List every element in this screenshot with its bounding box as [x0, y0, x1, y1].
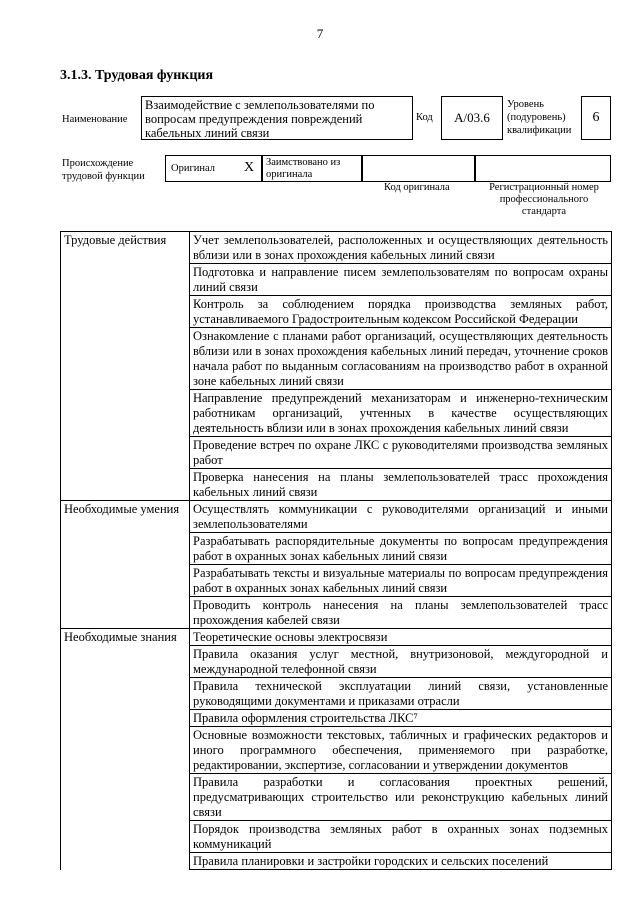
table-row: [61, 629, 612, 646]
reg-number-caption-line-2: профессионального: [499, 194, 589, 205]
table-cell: Осуществлять коммуникации с руководителями организаций и иными землепользователями: [190, 501, 612, 533]
table-cell: Проведение встреч по охране ЛКС с руководителями производства земляных работ: [190, 437, 612, 469]
page-number: 7: [316, 26, 324, 41]
table-row: [61, 501, 612, 533]
origin-label-line-2: трудовой функции: [62, 171, 145, 182]
table-cell: Учет землепользователей, расположенных и осуществляющих деятельность вблизи или в зонах прохождения кабельных линий связи: [190, 232, 612, 264]
origin-label-line-1: Происхождение: [62, 158, 134, 169]
table-cell: Правила оказания услуг местной, внутризоновой, междугородной и международной телефонной связи: [190, 646, 612, 678]
table-cell: Разрабатывать распорядительные документы по вопросам предупреждения работ в охранных зонах кабельных линий связи: [190, 533, 612, 565]
name-label: Наименование: [62, 114, 128, 125]
borrowed-cell: [262, 155, 362, 182]
original-code-cell: [362, 155, 475, 182]
reg-number-caption-line-1: Регистрационный номер: [489, 182, 599, 193]
borrowed-label-line-2: оригинала: [266, 169, 313, 180]
section-title: 3.1.3. Трудовая функция: [60, 68, 214, 83]
table-cell: Подготовка и направление писем землепользователям по вопросам охраны линий связи: [190, 264, 612, 296]
table-cell: Направление предупреждений механизаторам и инженерно-техническим работникам организаций, учтенных в качестве осуществляющих деятельность вблизи или в зонах прохождения кабельных линий связи: [190, 390, 612, 437]
table-cell: Правила технической эксплуатации линий связи, установленные руководящими документами и приказами отрасли: [190, 678, 612, 710]
table-cell: Основные возможности текстовых, табличных и графических редакторов и иного программного обеспечения, применяемого при разработке, редактировании, экспертизе, согласовании и утверждении документов: [190, 727, 612, 774]
table-cell: Правила разработки и согласования проектных решений, предусматривающих строительство или реконструкцию кабельных линий связи: [190, 774, 612, 821]
section-label-skills: Необходимые умения: [61, 501, 190, 629]
code-original-caption: Код оригинала: [384, 182, 450, 193]
origin-label: [62, 157, 145, 183]
original-mark: X: [244, 160, 255, 175]
reg-number-cell: [475, 155, 611, 182]
table-cell: Проводить контроль нанесения на планы землепользователей трасс прохождения кабелей связи: [190, 597, 612, 629]
level-label-line-2: (подуровень): [507, 112, 566, 123]
table-row: [61, 232, 612, 264]
borrowed-label: [266, 157, 340, 181]
original-label: Оригинал: [171, 163, 215, 174]
labor-function-table: [60, 231, 612, 870]
table-cell: Правила планировки и застройки городских и сельских поселений: [190, 853, 612, 870]
table-cell: Порядок производства земляных работ в охранных зонах подземных коммуникаций: [190, 821, 612, 853]
borrowed-label-line-1: Заимствовано из: [266, 157, 341, 168]
level-label-line-1: Уровень: [507, 99, 544, 110]
level-label-line-3: квалификации: [507, 125, 572, 136]
section-label-actions: Трудовые действия: [61, 232, 190, 501]
function-name: Взаимодействие с землепользователями по вопросам предупреждения повреждений кабельных линий связи: [141, 96, 413, 140]
table-cell: Проверка нанесения на планы землепользователей трасс прохождения кабельных линий связи: [190, 469, 612, 501]
table-cell: Ознакомление с планами работ организаций, осуществляющих деятельность вблизи или в зонах прохождения кабельных линий передач, уточнение сроков начала работ по выданным согласованиям на производство работ в охранной зоне кабельных линий связи: [190, 328, 612, 390]
table-cell: Теоретические основы электросвязи: [190, 629, 612, 646]
level-label: [507, 98, 571, 137]
original-cell: [165, 155, 262, 182]
code-label: Код: [416, 112, 433, 123]
reg-number-caption-line-3: стандарта: [521, 206, 567, 217]
reg-number-caption: [476, 182, 612, 218]
qualification-level: 6: [581, 96, 611, 140]
section-label-knowledge: Необходимые знания: [61, 629, 190, 870]
function-code: А/03.6: [441, 96, 503, 140]
table-cell: Правила оформления строительства ЛКС⁷: [190, 710, 612, 727]
table-cell: Разрабатывать тексты и визуальные материалы по вопросам предупреждения работ в охранных зонах кабельных линий связи: [190, 565, 612, 597]
table-cell: Контроль за соблюдением порядка производства земляных работ, устанавливаемого Градостроительным кодексом Российской Федерации: [190, 296, 612, 328]
